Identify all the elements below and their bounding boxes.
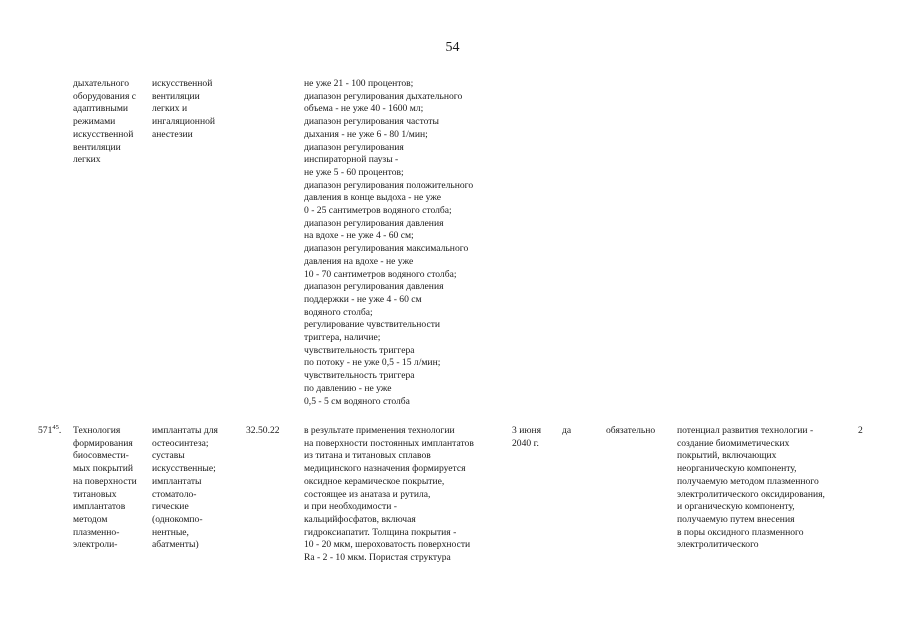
text-line: медицинского назначения формируется: [304, 463, 466, 475]
text-line: абатменты): [152, 539, 199, 551]
text-line: ингаляционной: [152, 116, 216, 128]
text-line: на поверхности постоянных имплантатов: [304, 437, 474, 449]
text-line: вентиляции: [152, 90, 200, 102]
text-line: по потоку - не уже 0,5 - 15 л/мин;: [304, 357, 441, 369]
text-line: кальцийфосфатов, включая: [304, 513, 416, 525]
text-line: диапазон регулирования: [304, 141, 404, 153]
row2-level-cell: 2: [858, 425, 863, 436]
row2-product-cell: [152, 425, 218, 552]
row2-date-cell: [512, 425, 541, 450]
text-line: оксидное керамическое покрытие,: [304, 475, 445, 487]
row1-product-cell: [152, 78, 215, 142]
text-line: суставы: [152, 450, 185, 462]
text-line: не уже 5 - 60 процентов;: [304, 166, 404, 178]
text-line: давления в конце выдоха - не уже: [304, 192, 442, 204]
text-line: остеосинтеза;: [152, 437, 209, 449]
text-line: Технология: [73, 425, 121, 436]
row2-potential-cell: [677, 425, 825, 552]
text-line: неорганическую компоненту,: [677, 463, 797, 475]
text-line: потенциал развития технологии -: [677, 425, 814, 436]
text-line: чувствительность триггера: [304, 344, 415, 356]
text-line: диапазон регулирования давления: [304, 217, 444, 229]
text-line: вентиляции: [73, 141, 121, 153]
text-line: мых покрытий: [73, 463, 134, 475]
text-line: инспираторной паузы -: [304, 154, 399, 166]
text-line: в результате применения технологии: [304, 425, 455, 436]
text-line: легких: [73, 154, 101, 166]
row1-name-cell: [73, 78, 136, 167]
text-line: легких и: [152, 103, 188, 115]
text-line: диапазон регулирования частоты: [304, 116, 439, 128]
text-line: искусственной: [73, 128, 134, 140]
text-line: искусственные;: [152, 463, 216, 475]
text-line: диапазон регулирования дыхательного: [304, 90, 463, 102]
text-line: дыхания - не уже 6 - 80 1/мин;: [304, 128, 428, 140]
text-line: регулирование чувствительности: [304, 319, 441, 331]
row2-name-cell: [73, 425, 137, 552]
row2-number-cell: $571^{45}$.: [38, 423, 62, 436]
text-line: создание биомиметических: [677, 437, 790, 449]
text-line: формирования: [73, 437, 133, 449]
text-line: искусственной: [152, 78, 213, 89]
text-line: анестезии: [152, 128, 193, 140]
text-line: биосовмести-: [73, 450, 129, 462]
text-line: диапазон регулирования давления: [304, 281, 444, 293]
text-line: нентные,: [152, 526, 189, 538]
text-line: дыхательного: [73, 78, 130, 89]
text-line: 0 - 25 сантиметров водяного столба;: [304, 205, 452, 217]
text-line: 10 - 70 сантиметров водяного столба;: [304, 268, 457, 280]
text-line: чувствительность триггера: [304, 370, 415, 382]
text-line: поддержки - не уже 4 - 60 см: [304, 293, 422, 305]
text-line: по давлению - не уже: [304, 382, 392, 394]
text-line: 3 июня: [512, 425, 542, 436]
text-line: режимами: [73, 116, 116, 128]
row2-spec-cell: [304, 425, 474, 565]
text-line: плазменно-: [73, 526, 120, 538]
row-number: 571: [38, 425, 53, 436]
text-line: не уже 21 - 100 процентов;: [304, 78, 414, 89]
text-line: из титана и титановых сплавов: [304, 450, 431, 462]
text-line: диапазон регулирования положительного: [304, 179, 474, 191]
text-line: объема - не уже 40 - 1600 мл;: [304, 103, 424, 115]
text-line: давления на вдохе - не уже: [304, 255, 414, 267]
text-line: получаемую методом плазменного: [677, 475, 819, 487]
text-line: состоящее из анатаза и рутила,: [304, 488, 431, 500]
text-line: гические: [152, 501, 189, 513]
text-line: титановых: [73, 488, 117, 500]
text-line: на вдохе - не уже 4 - 60 см;: [304, 230, 414, 242]
text-line: имплантаты: [152, 475, 202, 487]
row-number-footnote: 45: [52, 423, 59, 431]
text-line: и при необходимости -: [304, 501, 397, 513]
text-line: получаемую путем внесения: [677, 513, 795, 525]
text-line: Ra - 2 - 10 мкм. Пористая структура: [304, 552, 451, 564]
text-line: покрытий, включающих: [677, 450, 777, 462]
text-line: электролитического оксидирования,: [677, 488, 825, 500]
text-line: водяного столба;: [304, 306, 373, 318]
text-line: стоматоло-: [152, 488, 197, 500]
text-line: оборудования с: [73, 90, 137, 102]
text-line: и органическую компоненту,: [677, 501, 795, 513]
text-line: имплантаты для: [152, 425, 218, 436]
text-line: триггера, наличие;: [304, 332, 381, 344]
text-line: гидроксиапатит. Толщина покрытия -: [304, 526, 457, 538]
text-line: 0,5 - 5 см водяного столба: [304, 395, 410, 407]
text-line: (однокомпо-: [152, 513, 203, 525]
page-number: 54: [445, 40, 460, 55]
row2-requirement-cell: обязательно: [606, 425, 656, 436]
text-line: имплантатов: [73, 501, 126, 513]
text-line: электролитического: [677, 539, 759, 551]
text-line: на поверхности: [73, 475, 137, 487]
text-line: диапазон регулирования максимального: [304, 243, 469, 255]
text-line: 10 - 20 мкм, шероховатость поверхности: [304, 539, 471, 551]
text-line: адаптивными: [73, 103, 129, 115]
text-line: электроли-: [73, 539, 118, 551]
text-line: 2040 г.: [512, 437, 539, 449]
row2-code-cell: 32.50.22: [246, 425, 280, 436]
text-line: в поры оксидного плазменного: [677, 526, 804, 538]
row2-flag-cell: да: [562, 425, 572, 436]
text-line: методом: [73, 513, 108, 525]
row1-spec-cell: [304, 78, 473, 408]
